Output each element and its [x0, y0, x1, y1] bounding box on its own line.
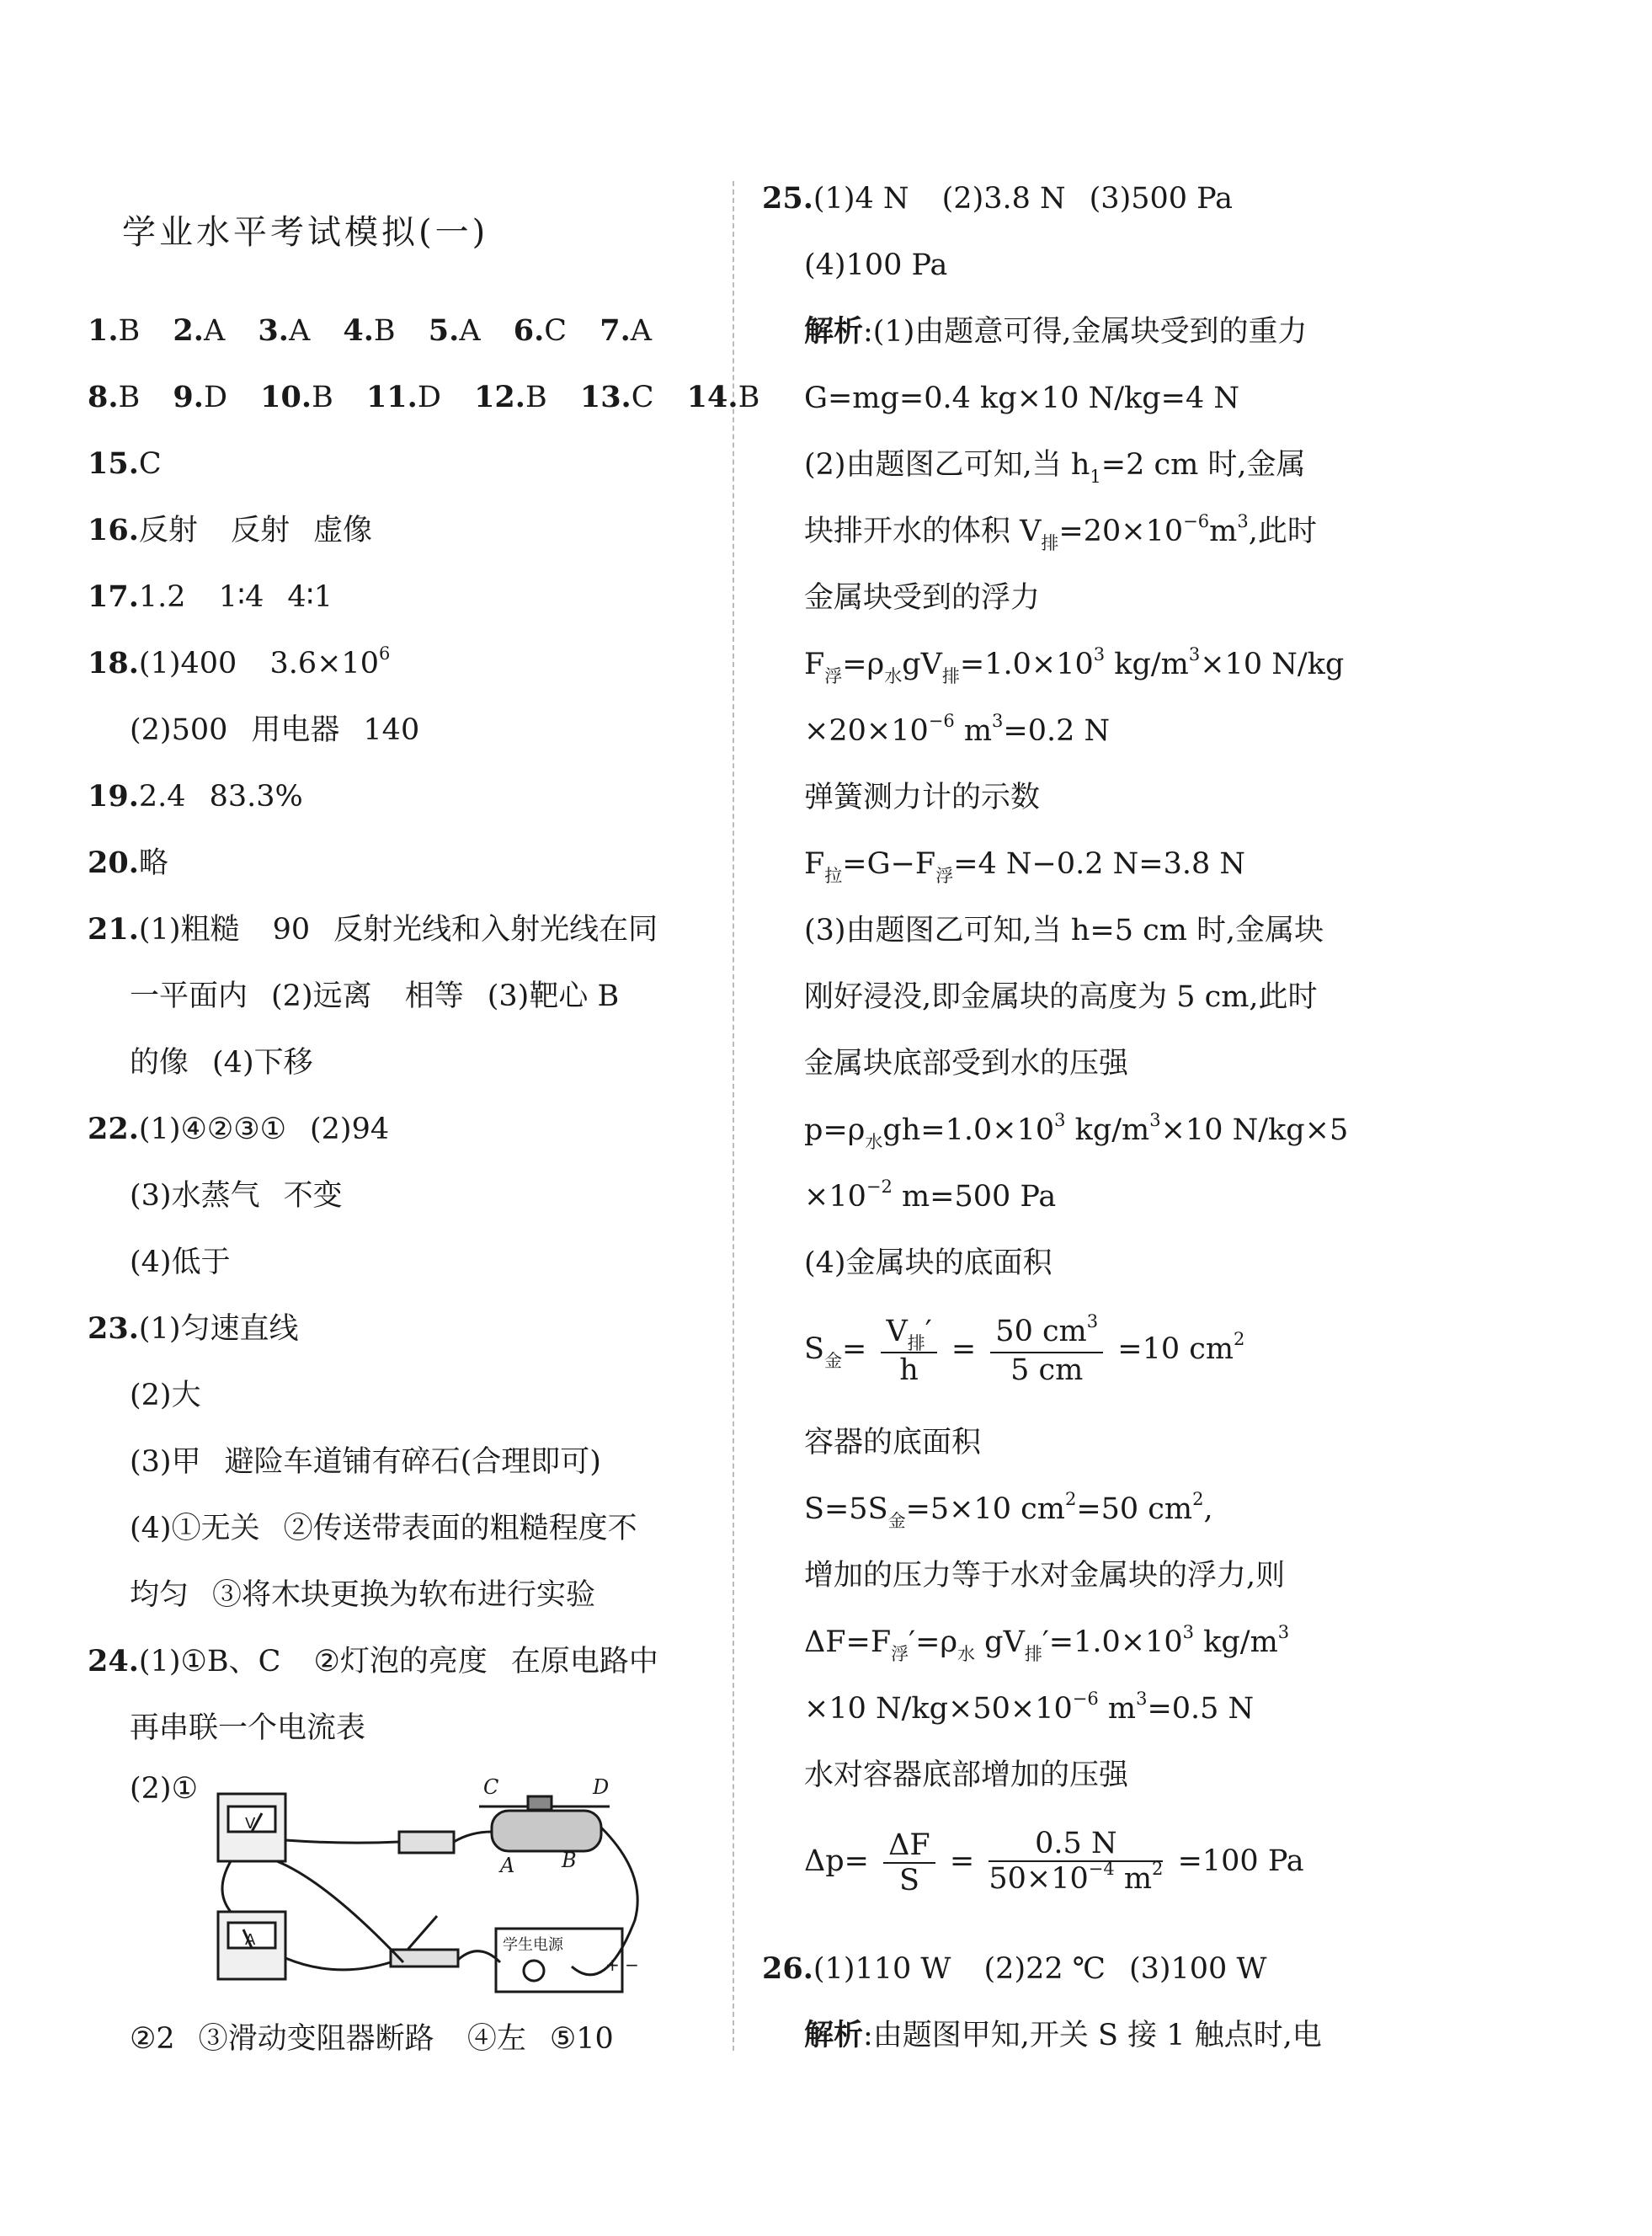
solution-26-line-1: 解析:由题图甲知,开关 S 接 1 触点时,电	[804, 2018, 1322, 2052]
solution-25-line-11: 刚好浸没,即金属块的高度为 5 cm,此时	[804, 980, 1318, 1014]
ammeter-label: A	[245, 1931, 256, 1949]
solution-25-line-16: $S_金=$ $\frac{V_排'}{h}$ = $\frac{50 cm^3}{5 cm}$ =10 $cm^2$	[804, 1310, 1245, 1387]
terminal-d-label: D	[593, 1775, 610, 1799]
answer-18-line-2: (2)500 用电器 140	[130, 713, 420, 747]
answer-21-line-3: 的像 (4)下移	[130, 1046, 313, 1080]
power-supply-label: 学生电源	[503, 1936, 563, 1954]
answer-25-line-1: 25.(1)4 N (2)3.8 N (3)500 Pa	[762, 181, 1234, 216]
solution-25-line-18: $S=5S_金=5\times 10$ $cm^2=50$ $cm^2$,	[804, 1489, 1213, 1531]
page-title: 学业水平考试模拟(一)	[122, 213, 489, 252]
solution-25-line-20: $\Delta F=F_浮'=\rho_水$ $gV_排'=1.0\times 10^3$ $kg/m^3$	[804, 1622, 1290, 1664]
answer-25-line-2: (4)100 Pa	[804, 248, 948, 282]
answer-21-line-2: 一平面内 (2)远离 相等 (3)靶心 B	[130, 979, 620, 1013]
answer-26: 26.(1)110 W (2)22 ℃ (3)100 W	[762, 1951, 1267, 1986]
solution-25-line-6: $F_浮=\rho_水gV_排=1.0\times 10^3$ $kg/m^3\times 10$ N/kg	[804, 644, 1345, 686]
answer-17: 17.1.2 1∶4 4∶1	[88, 579, 333, 614]
solution-25-line-9: $F_拉=G-F_浮=4$ N−0.2 N=3.8 N	[804, 847, 1246, 886]
answer-23-line-4: (4)①无关 ②传送带表面的粗糙程度不	[130, 1512, 637, 1545]
answer-20: 20.略	[88, 846, 168, 880]
rheostat-icon	[492, 1811, 601, 1851]
answer-23-line-3: (3)甲 避险车道铺有碎石(合理即可)	[130, 1445, 601, 1479]
solution-25-line-17: 容器的底面积	[804, 1426, 982, 1460]
solution-25-line-3: (2)由题图乙可知,当 $h_1=2$ cm 时,金属	[804, 448, 1306, 487]
circuit-diagram	[210, 1773, 681, 1996]
solution-25-line-7: $\times 20\times 10^{-6}$ $m^3=0.2$ N	[804, 711, 1111, 748]
terminal-a-label: A	[500, 1854, 515, 1877]
answer-23-line-5: 均匀 ③将木块更换为软布进行实验	[130, 1578, 596, 1612]
fraction-force-over-area: $\frac{0.5 N}{50\times 10^{-4} m^2}$	[989, 1826, 1164, 1896]
solution-25-line-14: $\times 10^{-2}$ m=500 Pa	[804, 1177, 1057, 1214]
solution-25-line-13: $p=\rho_水gh=1.0\times 10^3$ $kg/m^3\times 10$ N/kg×5	[804, 1110, 1349, 1152]
answer-19: 19.2.4 83.3%	[88, 779, 303, 814]
fraction-v-over-h: $\frac{V_排'}{h}$	[881, 1315, 936, 1387]
answer-16: 16.反射 反射 虚像	[88, 513, 373, 547]
answer-22-line-2: (3)水蒸气 不变	[130, 1179, 343, 1213]
solution-25-line-4: 块排开水的体积 $V_排=20\times 10^{-6}m^3$,此时	[804, 511, 1317, 553]
answer-15: 15.C	[88, 446, 162, 481]
answer-24-line-4: ②2 ③滑动变阻器断路 ④左 ⑤10	[130, 2022, 614, 2056]
fraction-delta-f-over-s: $\frac{\Delta F}{S}$	[883, 1828, 935, 1897]
solution-25-line-19: 增加的压力等于水对金属块的浮力,则	[804, 1559, 1286, 1593]
solution-25-line-23: Δp= $\frac{\Delta F}{S}$ = $\frac{0.5 N}{50\times 10^{-4} m^2}$ =100 Pa	[804, 1826, 1304, 1897]
solution-25-line-5: 金属块受到的浮力	[804, 581, 1041, 615]
solution-25-line-2: G=mg=0.4 kg×10 N/kg=4 N	[804, 382, 1239, 415]
answer-24-line-1: 24.(1)①B、C ②灯泡的亮度 在原电路中	[88, 1644, 658, 1678]
answer-21-line-1: 21.(1)粗糙 90 反射光线和入射光线在同	[88, 912, 658, 947]
answer-18-line-1: 18.(1)400 $3.6\times 10^6$	[88, 643, 391, 680]
switch-icon	[399, 1832, 454, 1853]
solution-25-line-22: 水对容器底部增加的压强	[804, 1758, 1129, 1792]
solution-25-line-15: (4)金属块的底面积	[804, 1246, 1052, 1280]
solution-25-line-10: (3)由题图乙可知,当 h=5 cm 时,金属块	[804, 914, 1324, 947]
solution-25-line-21: ×10 $N/kg\times 50\times 10^{-6}$ $m^3=0.5$ N	[804, 1689, 1255, 1726]
terminal-b-label: B	[562, 1849, 577, 1872]
answer-22-line-3: (4)低于	[130, 1246, 231, 1279]
solution-25-line-12: 金属块底部受到水的压强	[804, 1047, 1129, 1081]
answers-8-14: 8.B 9.D 10.B 11.D 12.B 13.C 14.B	[88, 380, 760, 414]
svg-text:+ −: + −	[605, 1955, 639, 1975]
voltmeter-label: V	[245, 1815, 256, 1833]
fraction-volume-over-height: $\frac{50 cm^3}{5 cm}$	[990, 1315, 1103, 1387]
solution-25-line-8: 弹簧测力计的示数	[804, 781, 1041, 814]
answer-22-line-1: 22.(1)④②③① (2)94	[88, 1112, 390, 1146]
answers-1-7: 1.B 2.A 3.A 4.B 5.A 6.C 7.A	[88, 313, 653, 348]
answer-24-line-3: (2)①	[130, 1772, 198, 1806]
answer-23-line-1: 23.(1)匀速直线	[88, 1311, 299, 1346]
column-divider	[733, 181, 734, 2051]
terminal-c-label: C	[483, 1775, 499, 1799]
answer-24-line-2: 再串联一个电流表	[130, 1711, 366, 1745]
solution-25-line-1: 解析:(1)由题意可得,金属块受到的重力	[804, 314, 1308, 349]
answer-23-line-2: (2)大	[130, 1379, 201, 1412]
